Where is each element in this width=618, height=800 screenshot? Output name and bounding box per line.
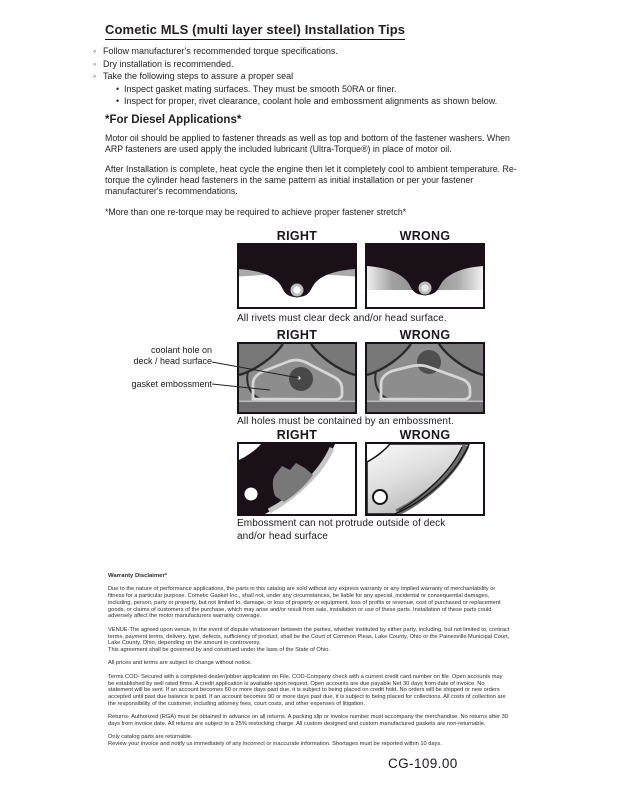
tip-text: Take the following steps to assure a proper seal	[103, 71, 294, 82]
open-bullet-icon: ◦	[93, 46, 97, 56]
embossment-right-label: RIGHT	[276, 428, 318, 442]
coolant-hole-label: coolant hole on deck / head surface	[133, 345, 212, 366]
holes-right-diagram	[237, 342, 357, 414]
holes-wrong-diagram	[365, 342, 485, 414]
disclaimer-paragraph: Terms COD- Secured with a completed dealer/jobber application on File, COD-Company check with a current credit card number on file. Open accounts may be established by well rated firms. A credit application is available upon request. Open accounts are due payable Net 30 days from date of invoice. No statement will be sent. If an account becomes 60 or more days past due, it is subject to being placed on credit hold. No orders will be shipped or new orders accepted until past due balance is paid. If an account becomes 90 or more days past due, it is subject to being placed for collections. All costs of collection are the responsibility of the customer, including attorney fees, court costs, and other expenses of litigation.	[108, 673, 506, 707]
rivets-right-diagram	[237, 243, 357, 309]
open-bullet-icon: ◦	[93, 58, 97, 69]
rivets-caption: All rivets must clear deck and/or head surface.	[237, 313, 447, 324]
gasket-embossment-label: gasket embossment	[131, 379, 212, 389]
tip-text: Follow manufacturer's recommended torque specifications.	[103, 46, 338, 56]
holes-wrong-label: WRONG	[399, 328, 451, 342]
rivets-right-label: RIGHT	[276, 229, 318, 243]
rivets-wrong-diagram	[365, 243, 485, 309]
disclaimer-paragraph: Returns- Authorized (RGA) must be obtained in advance on all returns. A packing slip or invoice number must accompany the merchandise. No returns after 30 days from invoice date. All returns are subject to a 25% restocking charge. All custom designed and custom manufactured gaskets are non-returnable.	[108, 714, 508, 728]
filled-bullet-icon: •	[116, 83, 120, 94]
diesel-paragraph-2: After Installation is complete, heat cycle the engine then let it completely cool to ambient temperature. Re-torque the cylinder head fasteners in the same pattern as initial installation or per your fastener manufacturer's recommendations.	[105, 164, 517, 196]
disclaimer-paragraph: Due to the nature of performance applications, the parts in this catalog are sold without any express warranty or any implied warranty of merchantability or fitness for a particular purpose. Cometic Gasket Inc., shall not, under any circumstances, be liable for any special, incidental or consequential damages, including, person, party or property, but not limited to, damage, or loss of property or equipment, loss of profits or revenue, cost of purchased or replacement goods, or claims of customers of the purchase, which may arise and/or result from sale, installation or use of these parts. Installation of these parts could adversely affect the motor manufacturers warranty coverage.	[108, 586, 501, 620]
holes-right-label: RIGHT	[276, 328, 318, 342]
tip-text: Inspect gasket mating surfaces. They must be smooth 50RA or finer.	[124, 83, 397, 94]
list-item	[116, 83, 497, 96]
tip-text: Inspect for proper, rivet clearance, coolant hole and embossment alignments as shown below.	[124, 96, 498, 107]
list-item	[116, 95, 497, 108]
embossment-caption: Embossment can not protrude outside of deck and/or head surface	[237, 518, 446, 542]
holes-caption: All holes must be contained by an embossment.	[237, 416, 454, 427]
page-title: Cometic MLS (multi layer steel) Installation Tips	[105, 22, 405, 40]
embossment-right-diagram	[237, 442, 357, 516]
installation-tips-list	[93, 45, 497, 108]
filled-bullet-icon: •	[116, 96, 120, 107]
disclaimer-paragraph: Review your invoice and notify us immediately of any incorrect or inaccurate information. Shortages must be reported within 10 days.	[108, 741, 442, 748]
disclaimer-paragraph: VENUE-The agreed upon venue, in the event of dispute whatsoever between the parties, whether instituted by either party, including, but not limited to, contract terms, payment terms, delivery, type, defects, sufficiency of product, shall be the Court of Common Pleas, Lake County, Ohio or the Painesville Municipal Court, Lake County, Ohio, depending on the amount in controversy.	[108, 626, 510, 647]
disclaimer-paragraph: All prices and terms are subject to change without notice.	[108, 660, 252, 667]
catalog-page-code: CG-109.00	[388, 756, 458, 771]
retorque-note: *More than one re-torque may be required to achieve proper fastener stretch*	[105, 207, 407, 217]
list-item	[93, 70, 497, 83]
warranty-disclaimer	[108, 573, 510, 754]
open-bullet-icon: ◦	[93, 71, 97, 82]
list-item	[93, 58, 497, 71]
tip-text: Dry installation is recommended.	[103, 58, 234, 69]
warranty-disclaimer-heading: Warranty Disclaimer*	[108, 573, 168, 579]
disclaimer-paragraph: This agreement shall be governed by and construed under the laws of the State of Ohio.	[108, 647, 330, 654]
diesel-paragraph-1: Motor oil should be applied to fastener threads as well as top and bottom of the fastener washers. When ARP fasteners are used apply the included lubricant (Ultra-Torque®) in place of motor oil.	[105, 133, 510, 154]
diesel-applications-heading: *For Diesel Applications*	[105, 114, 242, 126]
list-item	[93, 45, 497, 58]
disclaimer-paragraph: Only catalog parts are returnable.	[108, 734, 193, 741]
rivets-wrong-label: WRONG	[399, 229, 451, 243]
embossment-wrong-label: WRONG	[399, 428, 451, 442]
embossment-wrong-diagram	[365, 442, 485, 516]
